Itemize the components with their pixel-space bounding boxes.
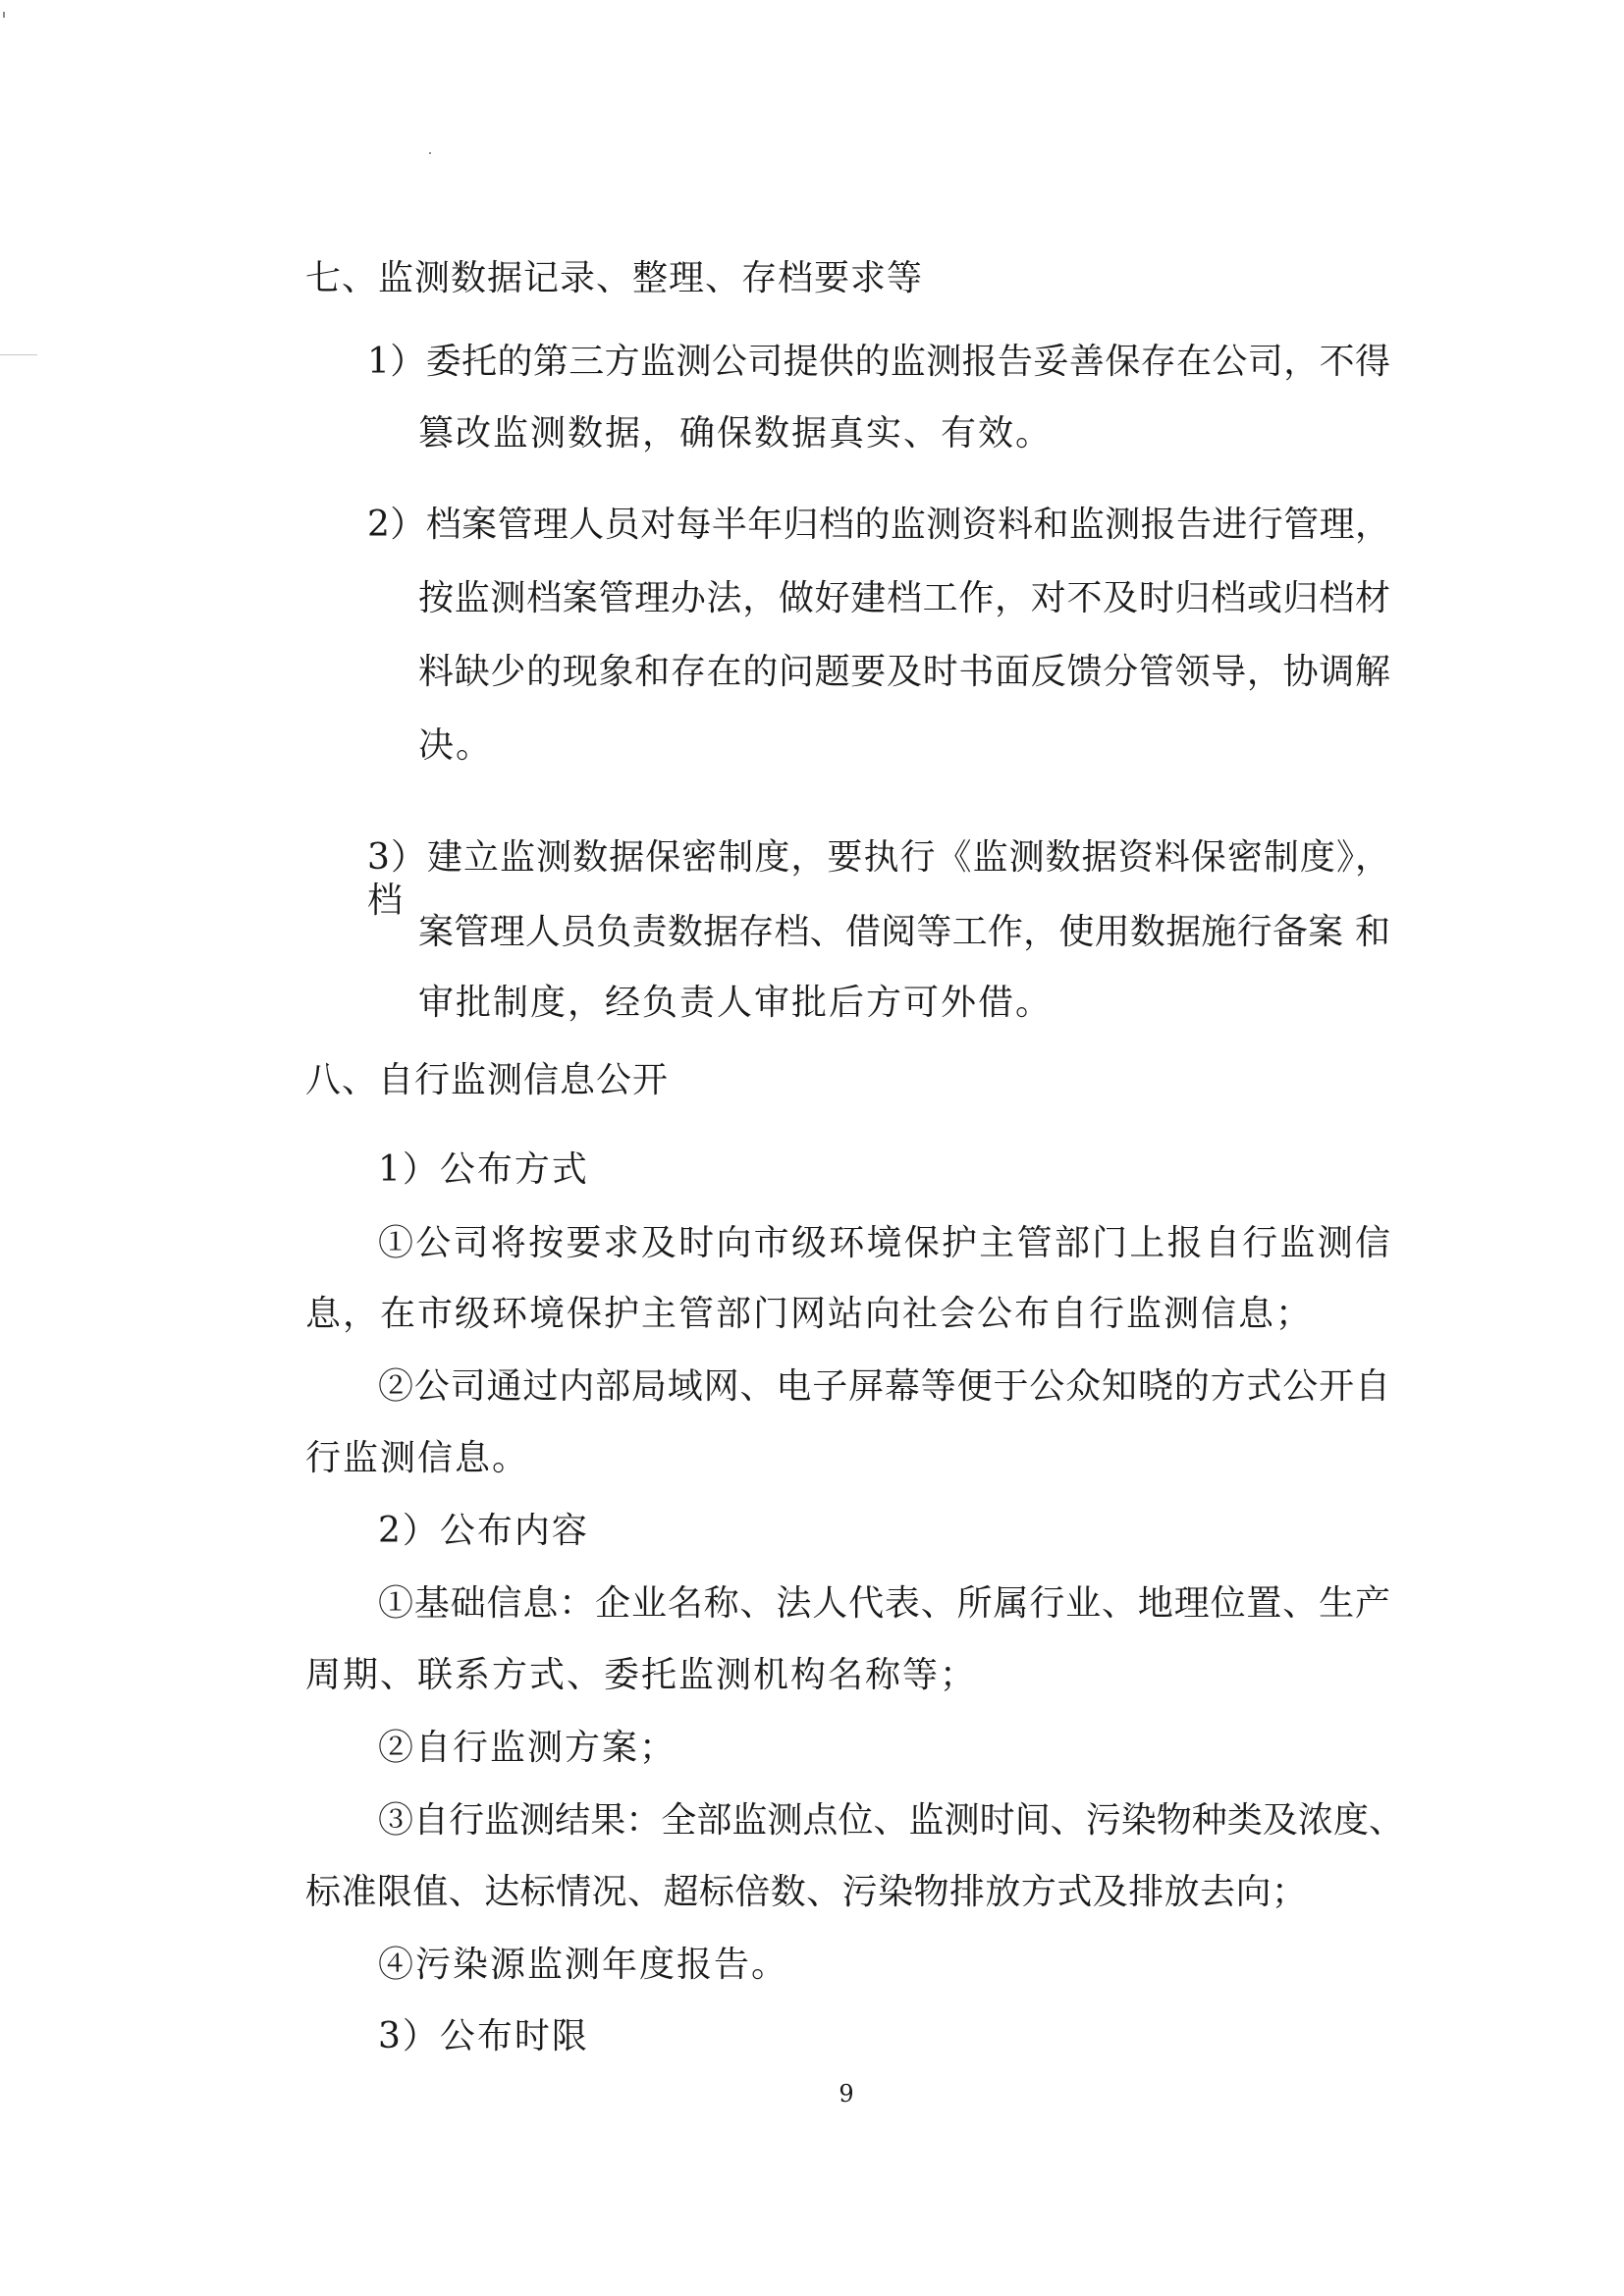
- section-7-item-2-line-3: 料缺少的现象和存在的问题要及时书面反馈分管领导，协调解: [418, 652, 1390, 692]
- section-7-item-3-line-1: 3）建立监测数据保密制度，要执行《监测数据资料保密制度》，档: [367, 837, 1390, 921]
- page-number: 9: [839, 2080, 854, 2108]
- section-7-item-2-line-1: 2）档案管理人员对每半年归档的监测资料和监测报告进行管理，: [367, 505, 1390, 545]
- section-7-item-1-line-2: 篡改监测数据，确保数据真实、有效。: [418, 413, 1054, 454]
- scan-speck: [3, 12, 5, 18]
- section-8-sub-3-title: 3）公布时限: [378, 2016, 589, 2056]
- section-7-item-2-line-4: 决。: [418, 725, 494, 766]
- scan-speck: [0, 354, 37, 355]
- section-8-sub-1-paragraph-2-line-1: ②公司通过内部局域网、电子屏幕等便于公众知晓的方式公开自: [378, 1366, 1390, 1407]
- section-7-heading: 七、监测数据记录、整理、存档要求等: [305, 258, 924, 298]
- section-7-item-2-line-2: 按监测档案管理办法，做好建档工作，对不及时归档或归档材: [418, 578, 1390, 618]
- section-8-sub-1-paragraph-2-line-2: 行监测信息。: [305, 1438, 530, 1478]
- section-8-sub-2-paragraph-1-line-2: 周期、联系方式、委托监测机构名称等；: [305, 1655, 978, 1695]
- scan-speck: [429, 152, 431, 154]
- section-7-item-1-line-1: 1）委托的第三方监测公司提供的监测报告妥善保存在公司，不得: [367, 342, 1390, 382]
- section-8-sub-2-paragraph-2: ②自行监测方案；: [378, 1728, 677, 1768]
- section-8-sub-1-paragraph-1-line-2: 息，在市级环境保护主管部门网站向社会公布自行监测信息；: [305, 1294, 1314, 1334]
- section-8-sub-1-title: 1）公布方式: [378, 1149, 589, 1190]
- section-8-sub-1-paragraph-1-line-1: ①公司将按要求及时向市级环境保护主管部门上报自行监测信: [378, 1223, 1390, 1263]
- section-8-sub-2-paragraph-1-line-1: ①基础信息：企业名称、法人代表、所属行业、地理位置、生产: [378, 1583, 1390, 1624]
- section-8-sub-2-paragraph-4: ④污染源监测年度报告。: [378, 1945, 789, 1985]
- section-8-sub-2-paragraph-3-line-1: ③自行监测结果：全部监测点位、监测时间、污染物种类及浓度、: [378, 1800, 1404, 1841]
- section-8-sub-2-title: 2）公布内容: [378, 1511, 589, 1551]
- section-8-sub-2-paragraph-3-line-2: 标准限值、达标情况、超标倍数、污染物排放方式及排放去向；: [305, 1872, 1307, 1912]
- section-8-heading: 八、自行监测信息公开: [305, 1060, 670, 1100]
- section-7-item-3-line-3: 审批制度，经负责人审批后方可外借。: [418, 983, 1054, 1023]
- section-7-item-3-line-2: 案管理人员负责数据存档、借阅等工作，使用数据施行备案 和: [418, 912, 1390, 952]
